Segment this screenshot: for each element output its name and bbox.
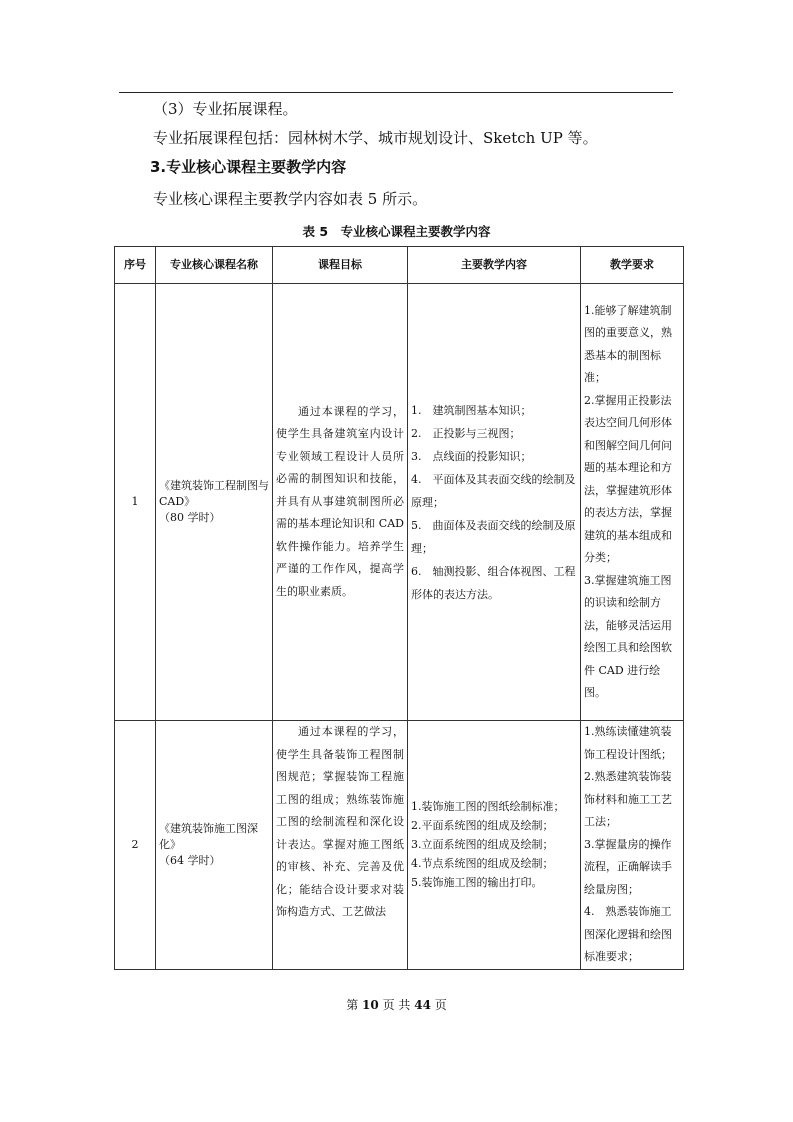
row-course-name [156,284,273,721]
requirement-item: 2.熟悉建筑装饰装饰材料和施工工艺工法； [584,770,672,828]
content-item: 1. 建筑制图基本知识； [411,403,532,417]
footer-middle: 页 共 [382,998,411,1012]
item3-text: 专业拓展课程包括：园林树木学、城市规划设计、Sketch UP 等。 [153,129,598,147]
header-course-name: 专业核心课程名称 [156,247,273,284]
requirement-item: 2.掌握用正投影法表达空间几何形体和图解空间几何问题的基本理论和方法，掌握建筑形体的表达方法，掌握建筑的基本组成和分类； [584,393,672,564]
row-main-content [408,721,581,970]
row-course-goal: 通过本课程的学习，使学生具备建筑室内设计专业领域工程设计人员所必需的制图知识和技能，并具有从事建筑制图所必需的基本理论知识和 CAD 软件操作能力。培养学生严谨的工作作风，提高学生的职业素质。 [273,284,408,721]
content-item: 3.立面系统图的组成及绘制； [411,838,554,852]
course-hours-text: （80 学时） [159,511,221,524]
footer-page-number: 10 [362,998,379,1012]
table-caption: 表 5 专业核心课程主要教学内容 [302,224,491,239]
content-item: 2. 正投影与三视图； [411,426,521,440]
core-course-table [114,246,684,970]
content-item: 2.平面系统图的组成及绘制； [411,819,554,833]
table-row [115,284,684,721]
requirement-item: 1.熟练读懂建筑装饰工程设计图纸； [584,725,672,761]
row-course-name [156,721,273,970]
content-item: 1.装饰施工图的图纸绘制标准； [411,800,565,814]
row-course-goal: 通过本课程的学习，使学生具备装饰工程图制图规范；掌握装饰工程施工图的组成；熟练装饰施工图的绘制流程和深化设计表达。掌握对施工图纸的审核、补充、完善及优化；能结合设计要求对装饰构造方式、工艺做法 [273,721,408,970]
header-rule [119,92,673,93]
item3-heading: （3）专业拓展课程。 [153,100,298,118]
requirement-item: 3.掌握建筑施工图的识读和绘制方法，能够灵活运用绘图工具和绘图软件 CAD 进行绘图。 [584,573,672,699]
content-item: 5.装饰施工图的输出打印。 [411,876,543,890]
table-header-row [115,247,684,284]
section-intro: 专业核心课程主要教学内容如表 5 所示。 [153,190,428,208]
course-hours-text: （64 学时） [159,853,221,867]
content-item: 3. 点线面的投影知识； [411,449,532,463]
row-no: 1 [115,284,156,721]
header-requirements: 教学要求 [581,247,684,284]
row-no: 2 [115,721,156,970]
requirement-item: 4. 熟悉装饰施工图深化逻辑和绘图标准要求； [584,905,672,963]
header-course-goal: 课程目标 [273,247,408,284]
header-main-content: 主要教学内容 [408,247,581,284]
content-item: 6. 轴测投影、组合体视图、工程形体的表达方法。 [411,564,576,601]
course-name-text: 《建筑装饰施工图深化》 [159,821,258,851]
course-name-text: 《建筑装饰工程制图与 CAD》 [159,479,269,508]
content-item: 5. 曲面体及表面交线的绘制及原理； [411,518,576,555]
row-main-content [408,284,581,721]
table-row [115,721,684,970]
section-heading: 3.专业核心课程主要教学内容 [150,158,347,176]
footer-prefix: 第 [346,998,359,1012]
header-no: 序号 [115,247,156,284]
page-footer [0,996,793,1013]
requirement-item: 3.掌握量房的操作流程，正确解读手绘量房图； [584,837,672,896]
content-item: 4.节点系统图的组成及绘制； [411,857,554,871]
content-item: 4. 平面体及其表面交线的绘制及原理； [411,472,576,509]
footer-total-pages: 44 [414,998,431,1012]
footer-suffix: 页 [434,998,447,1012]
row-requirements [581,284,684,721]
row-requirements [581,721,684,970]
requirement-item: 1.能够了解建筑制图的重要意义，熟悉基本的制图标准； [584,303,672,384]
